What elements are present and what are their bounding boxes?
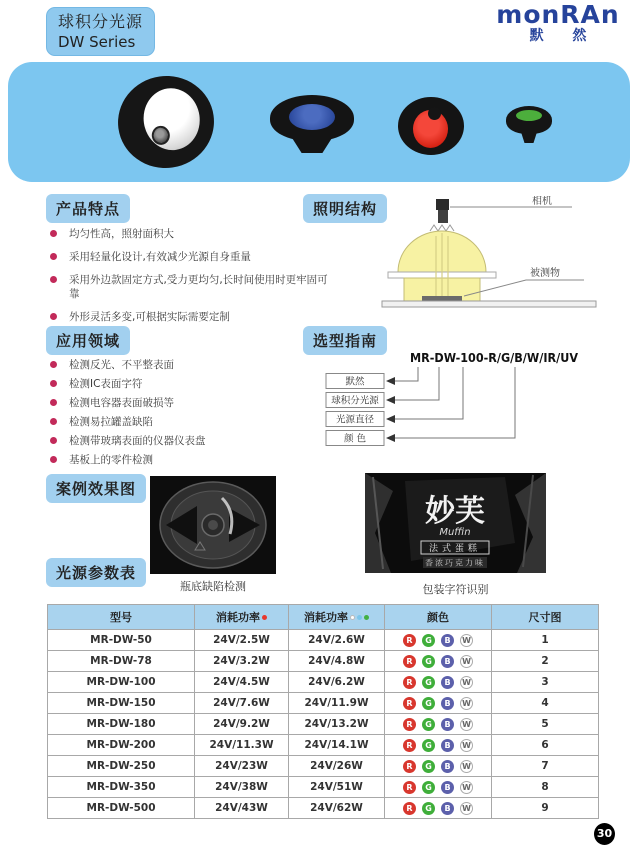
list-text: 检测电容器表面破损等 [69, 397, 174, 409]
table-cell: 7 [492, 756, 599, 777]
color-badge-g: G [422, 655, 435, 668]
color-badge-g: G [422, 697, 435, 710]
product-banner [8, 62, 630, 182]
brand-logo-text: monRAn [496, 0, 620, 29]
color-badges-cell [385, 651, 492, 672]
list-item [46, 377, 338, 391]
list-item [46, 273, 338, 301]
bullet-icon [50, 276, 57, 283]
color-badge-g: G [422, 634, 435, 647]
header-color: 颜色 [385, 605, 492, 630]
color-badges-cell [385, 756, 492, 777]
header-power-red: 消耗功率 [195, 605, 289, 630]
table-cell: 1 [492, 630, 599, 651]
package-line1: 法式蛋糕 [428, 544, 482, 554]
platform [382, 301, 596, 307]
table-cell: MR-DW-78 [48, 651, 195, 672]
object-label: 被测物 [530, 268, 560, 279]
color-badge-w: W [460, 676, 473, 689]
case1-caption: 瓶底缺陷检测 [180, 580, 246, 593]
bullet-icon [50, 399, 57, 406]
header-power-wbg: 消耗功率 [289, 605, 385, 630]
section-applications-label: 应用领域 [46, 326, 130, 355]
dome-light-red-photo [398, 97, 464, 155]
page-title-cn: 球积分光源 [58, 12, 144, 31]
color-badge-b: B [441, 781, 454, 794]
table-row [48, 714, 599, 735]
color-badge-g: G [422, 718, 435, 731]
list-text: 检测带玻璃表面的仪器仪表盘 [69, 435, 206, 447]
parameter-table [47, 604, 599, 819]
brand-logo-cn: 默 然 [529, 28, 599, 44]
table-cell: 24V/4.5W [195, 672, 289, 693]
table-row [48, 735, 599, 756]
page-number-badge: 30 [594, 823, 615, 845]
white-sphere [140, 85, 204, 154]
color-badge-r: R [403, 655, 416, 668]
table-row [48, 798, 599, 819]
color-badges-cell [385, 735, 492, 756]
applications-list [46, 358, 338, 472]
header-dimension: 尺寸图 [492, 605, 599, 630]
color-badge-w: W [460, 718, 473, 731]
list-item [46, 358, 338, 372]
table-row [48, 672, 599, 693]
dome-light-white-photo [112, 70, 220, 174]
color-badge-r: R [403, 634, 416, 647]
list-text: 检测IC表面字符 [69, 378, 143, 390]
table-cell: MR-DW-180 [48, 714, 195, 735]
power-color-dot [357, 615, 362, 620]
camera-label: 相机 [532, 196, 552, 207]
color-badge-g: G [422, 802, 435, 815]
power-color-dot [350, 615, 355, 620]
camera-icon [436, 199, 449, 210]
color-badges-cell [385, 693, 492, 714]
table-cell: 24V/11.3W [195, 735, 289, 756]
list-text: 均匀性高，照射面积大 [69, 228, 174, 240]
table-cell: 24V/2.6W [289, 630, 385, 651]
bullet-icon [50, 361, 57, 368]
color-badges-cell [385, 630, 492, 651]
package-line2: 香浓巧克力味 [425, 558, 485, 568]
header-model: 型号 [48, 605, 195, 630]
bullet-icon [50, 313, 57, 320]
table-cell: 24V/23W [195, 756, 289, 777]
color-badge-r: R [403, 697, 416, 710]
table-cell: 5 [492, 714, 599, 735]
color-badge-w: W [460, 634, 473, 647]
color-badge-g: G [422, 676, 435, 689]
lighting-structure-diagram [380, 196, 610, 310]
power-color-dot [364, 615, 369, 620]
bullet-icon [50, 456, 57, 463]
case2-caption: 包装字符识别 [422, 583, 489, 596]
package-brand: 妙芙 [425, 494, 485, 529]
bullet-icon [50, 437, 57, 444]
arrow-left-icon [386, 396, 395, 404]
color-badge-b: B [441, 718, 454, 731]
list-item [46, 434, 338, 448]
table-cell: 24V/43W [195, 798, 289, 819]
color-badge-b: B [441, 760, 454, 773]
list-text: 基板上的零件检测 [69, 454, 153, 466]
color-badges-cell [385, 714, 492, 735]
bullet-icon [50, 230, 57, 237]
table-row [48, 756, 599, 777]
list-item [46, 310, 338, 324]
table-cell: MR-DW-100 [48, 672, 195, 693]
color-badges-cell [385, 777, 492, 798]
color-badge-g: G [422, 760, 435, 773]
table-header-row [48, 605, 599, 630]
bullet-icon [50, 418, 57, 425]
list-item [46, 415, 338, 429]
dome-light-green-photo [506, 106, 552, 148]
bullet-icon [50, 253, 57, 260]
table-cell: 24V/62W [289, 798, 385, 819]
section-cases-label: 案例效果图 [46, 474, 146, 503]
table-row [48, 693, 599, 714]
page-title-en: DW Series [58, 33, 136, 51]
table-cell: 24V/4.8W [289, 651, 385, 672]
table-cell: 24V/7.6W [195, 693, 289, 714]
table-cell: 24V/3.2W [195, 651, 289, 672]
arrow-left-icon [386, 415, 395, 423]
color-badge-b: B [441, 676, 454, 689]
table-cell: MR-DW-200 [48, 735, 195, 756]
color-badge-b: B [441, 697, 454, 710]
page-title [46, 7, 155, 56]
table-cell: 24V/9.2W [195, 714, 289, 735]
table-cell: 24V/6.2W [289, 672, 385, 693]
bullet-icon [50, 380, 57, 387]
test-object [422, 296, 462, 301]
table-cell: 6 [492, 735, 599, 756]
list-text: 检测反光、不平整表面 [69, 359, 174, 371]
light-arrows-icon [430, 225, 454, 231]
table-cell: 24V/38W [195, 777, 289, 798]
color-badge-r: R [403, 718, 416, 731]
color-badge-g: G [422, 781, 435, 794]
color-badge-r: R [403, 676, 416, 689]
table-cell: 2 [492, 651, 599, 672]
table-cell: 8 [492, 777, 599, 798]
model-selection-diagram [300, 346, 630, 452]
list-text: 外形灵活多变,可根据实际需要定制 [69, 311, 230, 323]
dome-light-blue-photo [270, 95, 354, 155]
legend-series: 球积分光源 [331, 395, 379, 407]
table-cell: MR-DW-150 [48, 693, 195, 714]
power-color-dot [262, 615, 267, 620]
table-cell: 24V/26W [289, 756, 385, 777]
section-features-label: 产品特点 [46, 194, 130, 223]
table-cell: 3 [492, 672, 599, 693]
table-cell: MR-DW-50 [48, 630, 195, 651]
list-item [46, 396, 338, 410]
color-badges-cell [385, 798, 492, 819]
color-badge-r: R [403, 781, 416, 794]
color-badge-b: B [441, 802, 454, 815]
features-list [46, 227, 338, 333]
list-item [46, 227, 338, 241]
color-badge-b: B [441, 655, 454, 668]
legend-color: 颜 色 [343, 433, 367, 445]
color-badge-w: W [460, 655, 473, 668]
section-table-label: 光源参数表 [46, 558, 146, 587]
table-row [48, 630, 599, 651]
table-cell: 24V/2.5W [195, 630, 289, 651]
color-badge-w: W [460, 781, 473, 794]
list-text: 采用轻量化设计,有效减少光源自身重量 [69, 251, 251, 263]
model-code: MR-DW-100-R/G/B/W/IR/UV [410, 350, 579, 365]
section-selection-label: 选型指南 [303, 326, 387, 355]
table-cell: 24V/51W [289, 777, 385, 798]
color-badge-r: R [403, 739, 416, 752]
package-brand-en: Muffin [439, 527, 471, 538]
color-badge-r: R [403, 760, 416, 773]
list-item [46, 250, 338, 264]
brand-logo [486, 2, 630, 44]
table-cell: 24V/11.9W [289, 693, 385, 714]
legend-diameter: 光源直径 [335, 414, 375, 426]
table-cell: 24V/14.1W [289, 735, 385, 756]
list-text: 采用外边款固定方式,受力更均匀,长时间使用时更牢固可靠 [69, 274, 328, 300]
list-text: 检测易拉罐盖缺陷 [69, 416, 153, 428]
color-badge-w: W [460, 802, 473, 815]
case-photo-bottle-bottom [150, 476, 276, 574]
color-badge-w: W [460, 760, 473, 773]
color-badge-b: B [441, 739, 454, 752]
table-row [48, 777, 599, 798]
table-cell: 9 [492, 798, 599, 819]
color-badge-r: R [403, 802, 416, 815]
table-row [48, 651, 599, 672]
arrow-left-icon [386, 434, 395, 442]
color-badge-w: W [460, 697, 473, 710]
table-cell: MR-DW-250 [48, 756, 195, 777]
arrow-left-icon [386, 377, 395, 385]
camera-lens-icon [438, 210, 448, 223]
table-cell: 24V/13.2W [289, 714, 385, 735]
color-badge-b: B [441, 634, 454, 647]
color-badge-w: W [460, 739, 473, 752]
table-cell: MR-DW-350 [48, 777, 195, 798]
section-structure-label: 照明结构 [303, 194, 387, 223]
table-cell: 4 [492, 693, 599, 714]
legend-brand: 默然 [345, 376, 365, 388]
table-cell: MR-DW-500 [48, 798, 195, 819]
color-badge-g: G [422, 739, 435, 752]
sphere-aperture [151, 125, 171, 146]
case-photo-package [365, 473, 546, 573]
color-badges-cell [385, 672, 492, 693]
list-item [46, 453, 338, 467]
